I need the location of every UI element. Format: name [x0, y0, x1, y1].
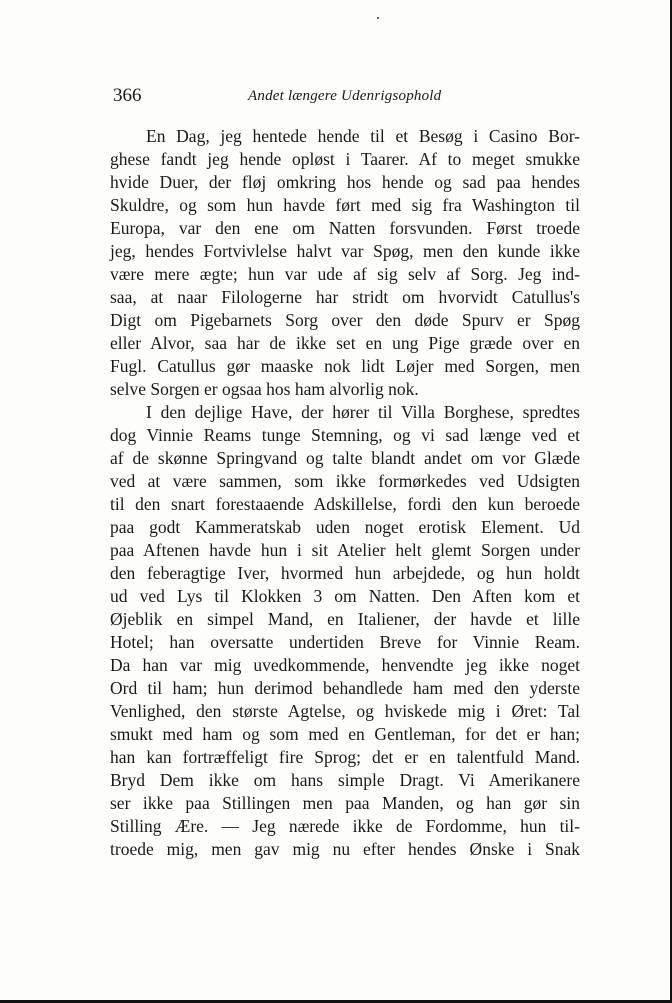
text-line: Skuldre, og som hun havde ført med sig fra Washington til [110, 195, 580, 215]
text-line: ser ikke paa Stillingen men paa Manden, og han gør sin [110, 793, 580, 813]
text-line: smukt med ham og som med en Gentleman, for det er han; [110, 724, 580, 744]
text-line: den feberagtige Iver, hvormed hun arbejdede, og hun holdt [110, 563, 580, 583]
running-head: Andet længere Udenrigsophold [248, 88, 442, 104]
text-line: Ord til ham; hun derimod behandlede ham med den yderste [110, 678, 580, 698]
paragraph [110, 125, 580, 401]
text-line: af de skønne Springvand og talte blandt andet om vor Glæde [110, 448, 580, 468]
text-line: selve Sorgen er ogsaa hos ham alvorlig nok. [110, 379, 419, 399]
speck [377, 17, 379, 19]
text-line: ved at være sammen, som ikke formørkedes ved Udsigten [110, 471, 580, 491]
text-line: ghese fandt jeg hende opløst i Taarer. Af to meget smukke [110, 149, 580, 169]
text-line: Hotel; han oversatte undertiden Breve for Vinnie Ream. [110, 632, 580, 652]
text-line: I den dejlige Have, der hører til Villa Borghese, spredtes [146, 402, 580, 422]
text-line: paa godt Kammeratskab uden noget erotisk Element. Ud [110, 517, 580, 537]
text-line: dog Vinnie Reams tunge Stemning, og vi sad længe ved et [110, 425, 580, 445]
text-line: Da han var mig uvedkommende, henvendte jeg ikke noget [110, 655, 580, 675]
text-line: til den snart forestaaende Adskillelse, fordi den kun beroede [110, 494, 580, 514]
text-line: Europa, var den ene om Natten forsvunden. Først troede [110, 218, 580, 238]
page-number: 366 [113, 85, 142, 106]
text-line: En Dag, jeg hentede hende til et Besøg i Casino Bor- [146, 126, 580, 146]
text-line: Øjeblik en simpel Mand, en Italiener, der havde et lille [110, 609, 580, 629]
text-line: paa Aftenen havde hun i sit Atelier helt glemt Sorgen under [110, 540, 580, 560]
paragraph [110, 401, 580, 861]
text-line: han kan fortræffeligt fire Sprog; det er en talentfuld Mand. [110, 747, 580, 767]
text-line: troede mig, men gav mig nu efter hendes Ønske i Snak [110, 839, 580, 859]
text-line: jeg, hendes Fortvivlelse halvt var Spøg, men den kunde ikke [110, 241, 580, 261]
text-line: være mere ægte; hun var ude af sig selv af Sorg. Jeg ind- [110, 264, 580, 284]
body-text [110, 125, 580, 861]
text-line: Stilling Ære. — Jeg nærede ikke de Fordomme, hun til- [110, 816, 580, 836]
text-line: hvide Duer, der fløj omkring hos hende og sad paa hendes [110, 172, 580, 192]
page-header [110, 85, 580, 109]
text-line: Bryd Dem ikke om hans simple Dragt. Vi Amerikanere [110, 770, 580, 790]
text-line: eller Alvor, saa har de ikke set en ung Pige græde over en [110, 333, 580, 353]
text-line: saa, at naar Filologerne har stridt om hvorvidt Catullus's [110, 287, 580, 307]
text-line: Venlighed, den største Agtelse, og hviskede mig i Øret: Tal [110, 701, 580, 721]
text-line: Fugl. Catullus gør maaske nok lidt Løjer med Sorgen, men [110, 356, 580, 376]
text-line: ud ved Lys til Klokken 3 om Natten. Den Aften kom et [110, 586, 580, 606]
text-line: Digt om Pigebarnets Sorg over den døde Spurv er Spøg [110, 310, 580, 330]
